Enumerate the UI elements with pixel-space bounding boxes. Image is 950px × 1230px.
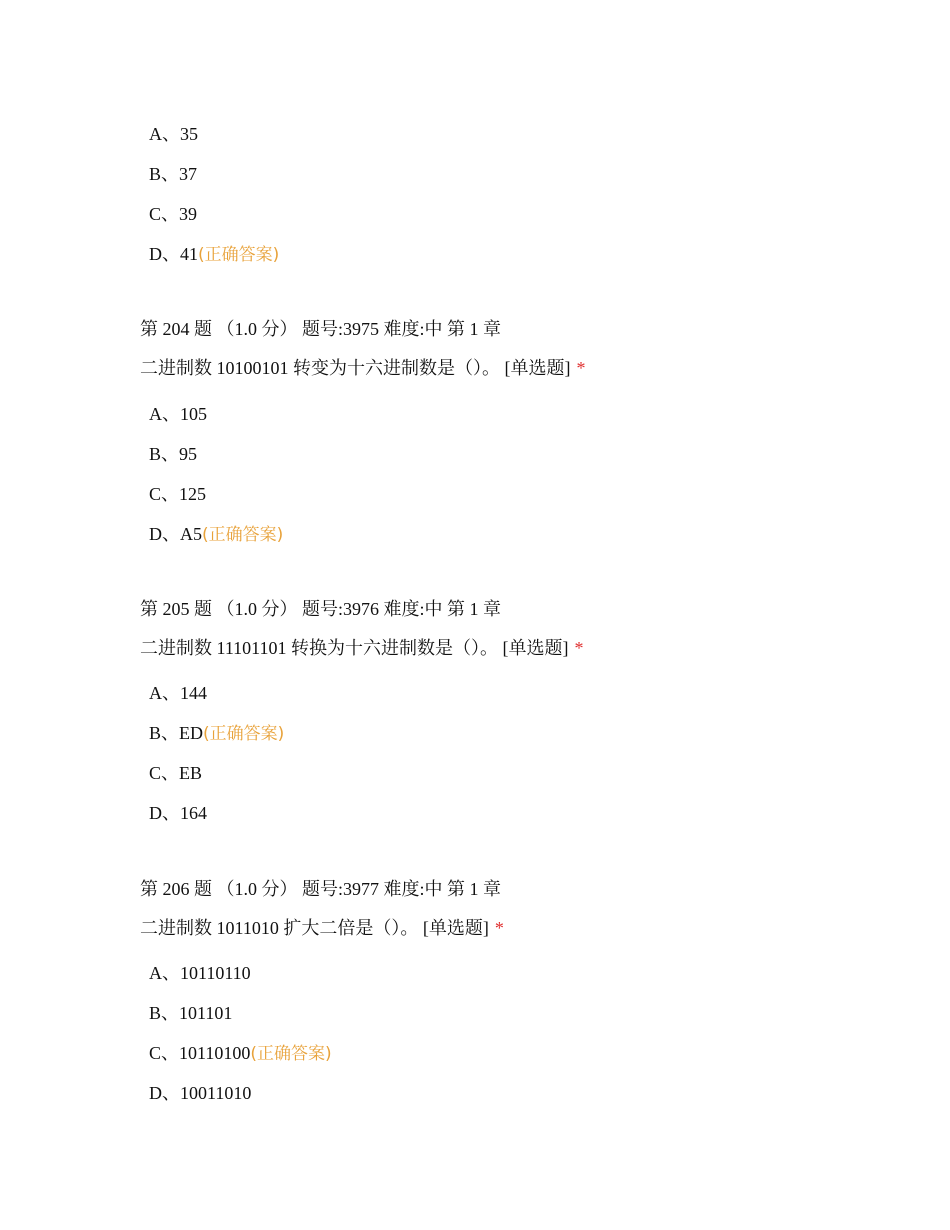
required-mark: * (494, 918, 504, 938)
option-c: C、39 (149, 204, 198, 224)
required-mark: * (576, 358, 586, 378)
option-b: B、ED(正确答案) (149, 723, 285, 744)
option-b: B、101101 (149, 1003, 233, 1023)
correct-answer-label: (正确答案) (203, 724, 285, 744)
option-d: D、164 (149, 803, 207, 823)
question-header-205: 第 205 题 （1.0 分） 题号:3976 难度:中 第 1 章 (140, 599, 502, 619)
prev-question-options (149, 114, 279, 274)
question-text-206: 二进制数 1011010 扩大二倍是（）。 [单选题] * (140, 918, 504, 938)
required-mark: * (574, 638, 584, 658)
question-header-206: 第 206 题 （1.0 分） 题号:3977 难度:中 第 1 章 (140, 879, 502, 899)
option-a: A、144 (149, 683, 207, 703)
question-header-204: 第 204 题 （1.0 分） 题号:3975 难度:中 第 1 章 (140, 319, 502, 339)
option-d: D、A5(正确答案) (149, 524, 284, 545)
option-c: C、10110100(正确答案) (149, 1043, 332, 1064)
question-text-204: 二进制数 10100101 转变为十六进制数是（）。 [单选题] * (140, 358, 586, 378)
option-c: C、125 (149, 484, 207, 504)
option-d: D、10011010 (149, 1083, 252, 1103)
option-b: B、95 (149, 444, 198, 464)
question-text-205: 二进制数 11101101 转换为十六进制数是（）。 [单选题] * (140, 638, 584, 658)
option-d: D、41(正确答案) (149, 244, 280, 265)
question-options-205 (149, 673, 284, 833)
option-c: C、EB (149, 763, 203, 783)
question-options-204 (149, 394, 283, 554)
option-a: A、105 (149, 404, 207, 424)
option-a: A、10110110 (149, 963, 251, 983)
question-options-206 (149, 953, 332, 1113)
option-a: A、35 (149, 124, 198, 144)
correct-answer-label: (正确答案) (198, 245, 280, 265)
option-b: B、37 (149, 164, 198, 184)
correct-answer-label: (正确答案) (202, 525, 284, 545)
correct-answer-label: (正确答案) (250, 1044, 332, 1064)
